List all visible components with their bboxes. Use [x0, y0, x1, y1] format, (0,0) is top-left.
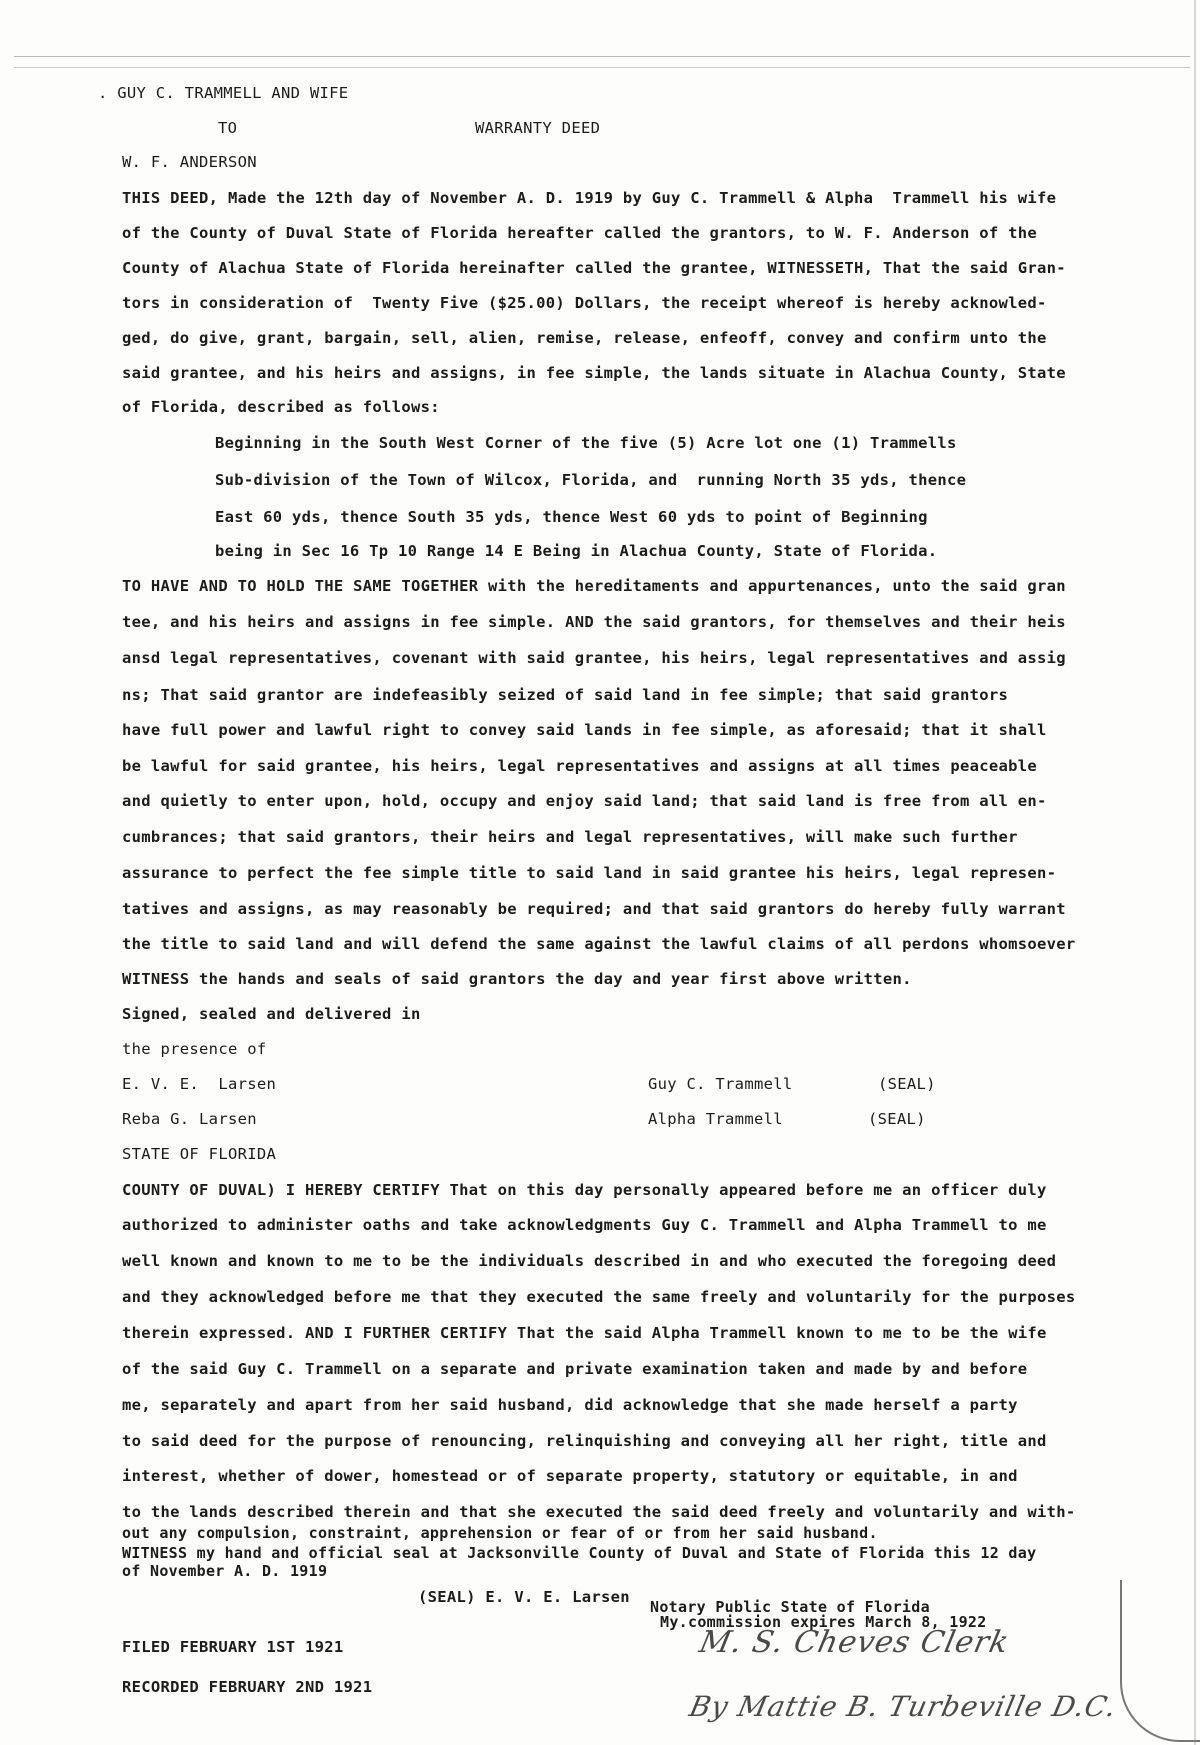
acknowledgment-line: therein expressed. AND I FURTHER CERTIFY That the said Alpha Trammell known to me to be the wife	[122, 1324, 1047, 1342]
body-line: said grantee, and his heirs and assigns, in fee simple, the lands situate in Alachua County, State	[122, 364, 1066, 382]
notary-witness-line: of November A. D. 1919	[122, 1562, 328, 1580]
land-description-line: East 60 yds, thence South 35 yds, thence West 60 yds to point of Beginning	[215, 508, 928, 526]
covenant-line: cumbrances; that said grantors, their heirs and legal representatives, will make such further	[122, 828, 1018, 846]
covenant-line: be lawful for said grantee, his heirs, legal representatives and assigns at all times peaceable	[122, 757, 1038, 775]
acknowledgment-line: to said deed for the purpose of renouncing, relinquishing and conveying all her right, title and	[122, 1432, 1047, 1450]
signature-flourish	[1120, 1580, 1200, 1742]
covenant-line: and quietly to enter upon, hold, occupy and enjoy said land; that said land is free from all en-	[122, 792, 1047, 810]
covenant-line: have full power and lawful right to convey said lands in fee simple, as aforesaid; that it shall	[122, 721, 1047, 739]
covenant-line: tee, and his heirs and assigns in fee simple. AND the said grantors, for themselves and their heis	[122, 613, 1066, 631]
page-edge	[1194, 0, 1196, 1745]
document-title: WARRANTY DEED	[475, 119, 601, 137]
acknowledgment-line: me, separately and apart from her said husband, did acknowledge that she made herself a party	[122, 1396, 1018, 1414]
acknowledgment-line: authorized to administer oaths and take acknowledgments Guy C. Trammell and Alpha Trammell to me	[122, 1216, 1047, 1234]
body-line: of Florida, described as follows:	[122, 398, 440, 416]
acknowledgment-line: out any compulsion, constraint, apprehension or fear of or from her said husband.	[122, 1524, 878, 1542]
acknowledgment-line: interest, whether of dower, homestead or of separate property, statutory or equitable, in and	[122, 1467, 1018, 1485]
body-line: of the County of Duval State of Florida hereafter called the grantors, to W. F. Anderson of the	[122, 224, 1038, 242]
body-line: THIS DEED, Made the 12th day of November A. D. 1919 by Guy C. Trammell & Alpha Trammell his wife	[122, 189, 1057, 207]
acknowledgment-line: and they acknowledged before me that they executed the same freely and voluntarily for the purposes	[122, 1288, 1076, 1306]
notary-commission: My.commission expires March 8, 1922	[660, 1613, 987, 1631]
acknowledgment-line: well known and known to me to be the individuals described in and who executed the foregoing deed	[122, 1252, 1057, 1270]
filed-date: FILED FEBRUARY 1ST 1921	[122, 1638, 344, 1656]
covenant-line: TO HAVE AND TO HOLD THE SAME TOGETHER with the hereditaments and appurtenances, unto the said gran	[122, 577, 1066, 595]
notary-title: Notary Public State of Florida	[650, 1598, 930, 1616]
clerk-signature: M. S. Cheves Clerk	[696, 1625, 1013, 1660]
acknowledgment-line: COUNTY OF DUVAL) I HEREBY CERTIFY That on this day personally appeared before me an officer duly	[122, 1181, 1047, 1199]
grantor-heading: . GUY C. TRAMMELL AND WIFE	[98, 84, 349, 102]
notary-witness-line: WITNESS my hand and official seal at Jacksonville County of Duval and State of Florida this 12 day	[122, 1544, 1037, 1562]
signed-sealed-line: Signed, sealed and delivered in	[122, 1005, 421, 1023]
top-rule	[14, 56, 1190, 68]
body-line: tors in consideration of Twenty Five ($25.00) Dollars, the receipt whereof is hereby acknowled-	[122, 294, 1047, 312]
land-description-line: Beginning in the South West Corner of the five (5) Acre lot one (1) Trammells	[215, 434, 957, 452]
to-heading: TO	[218, 119, 238, 137]
grantor-signature-name: Alpha Trammell	[648, 1110, 783, 1128]
covenant-line: WITNESS the hands and seals of said grantors the day and year first above written.	[122, 970, 912, 988]
acknowledgment-line: of the said Guy C. Trammell on a separate and private examination taken and made by and before	[122, 1360, 1028, 1378]
covenant-line: the title to said land and will defend the same against the lawful claims of all perdons whomsoever	[122, 935, 1076, 953]
witness-name: Reba G. Larsen	[122, 1110, 257, 1128]
covenant-line: ns; That said grantor are indefeasibly seized of said land in fee simple; that said grantors	[122, 686, 1009, 704]
land-description-line: Sub-division of the Town of Wilcox, Florida, and running North 35 yds, thence	[215, 471, 967, 489]
covenant-line: assurance to perfect the fee simple title to said land in said grantee his heirs, legal represen-	[122, 864, 1057, 882]
seal-mark: (SEAL)	[868, 1110, 926, 1128]
notary-seal-signer: (SEAL) E. V. E. Larsen	[418, 1588, 630, 1606]
covenant-line: tatives and assigns, as may reasonably be required; and that said grantors do hereby fully warrant	[122, 900, 1066, 918]
land-description-line: being in Sec 16 Tp 10 Range 14 E Being in Alachua County, State of Florida.	[215, 542, 938, 560]
acknowledgment-line: to the lands described therein and that she executed the said deed freely and voluntarily and with-	[122, 1503, 1076, 1521]
recorded-date: RECORDED FEBRUARY 2ND 1921	[122, 1678, 373, 1696]
grantee-heading: W. F. ANDERSON	[122, 153, 257, 171]
body-line: ged, do give, grant, bargain, sell, alien, remise, release, enfeoff, convey and confirm unto the	[122, 329, 1047, 347]
covenant-line: ansd legal representatives, covenant with said grantee, his heirs, legal representatives and assig	[122, 649, 1066, 667]
body-line: County of Alachua State of Florida hereinafter called the grantee, WITNESSETH, That the said Gran-	[122, 259, 1066, 277]
witness-name: E. V. E. Larsen	[122, 1075, 277, 1093]
grantor-signature-name: Guy C. Trammell	[648, 1075, 793, 1093]
state-heading: STATE OF FLORIDA	[122, 1145, 277, 1163]
presence-line: the presence of	[122, 1040, 267, 1058]
seal-mark: (SEAL)	[878, 1075, 936, 1093]
deputy-clerk-signature: By Mattie B. Turbeville D.C.	[686, 1690, 1120, 1723]
